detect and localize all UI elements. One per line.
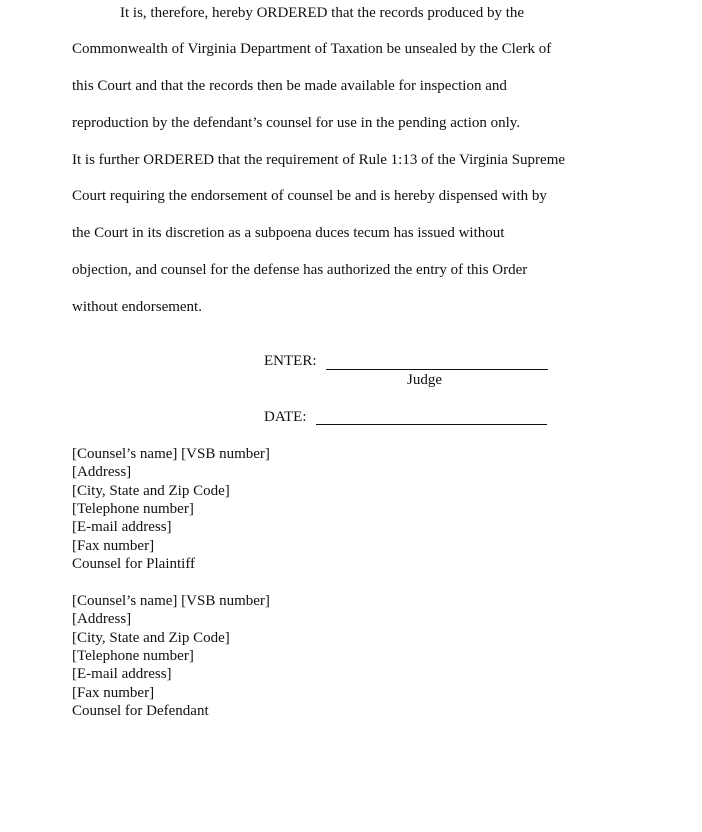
paragraph-1-line-3: this Court and that the records then be made available for inspection and xyxy=(72,78,507,94)
plaintiff-counsel-email: [E-mail address] xyxy=(72,519,172,535)
plaintiff-counsel-fax: [Fax number] xyxy=(72,538,155,554)
paragraph-2-line-4: objection, and counsel for the defense has authorized the entry of this Order xyxy=(72,262,528,278)
date-label: DATE: xyxy=(264,409,307,425)
defendant-counsel-city: [City, State and Zip Code] xyxy=(72,630,230,646)
paragraph-2-line-5: without endorsement. xyxy=(72,299,202,315)
paragraph-2-line-3: the Court in its discretion as a subpoena duces tecum has issued without xyxy=(72,225,505,241)
plaintiff-counsel-name: [Counsel’s name] [VSB number] xyxy=(72,446,270,462)
date-signature-line xyxy=(316,424,547,425)
judge-label: Judge xyxy=(407,372,442,388)
defendant-counsel-fax: [Fax number] xyxy=(72,685,155,701)
paragraph-1-line-4: reproduction by the defendant’s counsel for use in the pending action only. xyxy=(72,115,521,131)
defendant-counsel-telephone: [Telephone number] xyxy=(72,648,194,664)
defendant-counsel-address: [Address] xyxy=(72,611,132,627)
plaintiff-counsel-telephone: [Telephone number] xyxy=(72,501,194,517)
enter-signature-line xyxy=(326,369,548,370)
paragraph-1-line-1: It is, therefore, hereby ORDERED that the records produced by the xyxy=(120,5,525,21)
enter-label: ENTER: xyxy=(264,353,317,369)
plaintiff-counsel-role: Counsel for Plaintiff xyxy=(72,556,196,572)
plaintiff-counsel-address: [Address] xyxy=(72,464,132,480)
paragraph-2-line-1: It is further ORDERED that the requirement of Rule 1:13 of the Virginia Supreme xyxy=(72,152,566,168)
paragraph-2-line-2: Court requiring the endorsement of counsel be and is hereby dispensed with by xyxy=(72,188,547,204)
defendant-counsel-role: Counsel for Defendant xyxy=(72,703,209,719)
defendant-counsel-email: [E-mail address] xyxy=(72,666,172,682)
defendant-counsel-name: [Counsel’s name] [VSB number] xyxy=(72,593,270,609)
paragraph-1-line-2: Commonwealth of Virginia Department of Taxation be unsealed by the Clerk of xyxy=(72,41,552,57)
plaintiff-counsel-city: [City, State and Zip Code] xyxy=(72,483,230,499)
